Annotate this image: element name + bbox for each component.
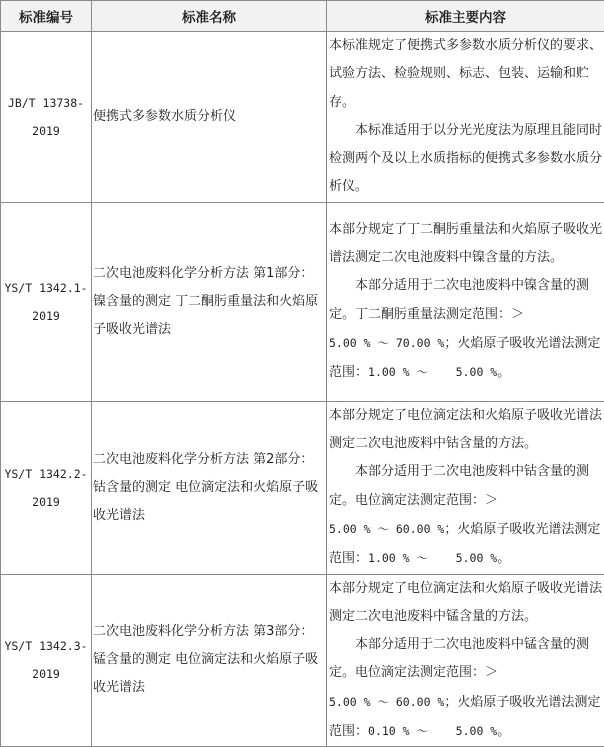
scope-text: 本部分适用于二次电池废料中锰含量的测定。电位滴定法测定范围：＞ xyxy=(329,637,589,680)
standard-name: 便携式多参数水质分析仪 xyxy=(92,32,327,203)
table-row xyxy=(1,202,604,401)
content-paragraph: 本标准适用于以分光光度法为原理且能同时检测两个及以上水质指标的便携式多参数水质分析仪。 xyxy=(329,117,603,202)
table-row xyxy=(1,401,604,574)
range-value: 5.00 % ～ 60.00 % xyxy=(329,522,444,536)
scope-text: ；火焰原子吸收光谱法测定范围： xyxy=(329,695,600,739)
standard-content xyxy=(327,401,604,574)
scope-text: 本部分适用于二次电池废料中钴含量的测定。电位滴定法测定范围：＞ xyxy=(329,464,589,507)
header-content: 标准主要内容 xyxy=(327,1,604,32)
content-paragraph: 本部分规定了丁二酮肟重量法和火焰原子吸收光谱法测定二次电池废料中镍含量的方法。 xyxy=(329,216,603,273)
range-value: 1.00 % ～ 5.00 % xyxy=(368,551,497,565)
standard-code: YS/T 1342.2- 2019 xyxy=(1,401,92,574)
table-row xyxy=(1,574,604,747)
content-paragraph xyxy=(329,458,603,573)
content-paragraph xyxy=(329,631,603,746)
standard-content xyxy=(327,32,604,203)
range-value: 1.00 % ～ 5.00 % xyxy=(368,365,497,379)
standard-content xyxy=(327,574,604,747)
header-name: 标准名称 xyxy=(92,1,327,32)
standard-code: YS/T 1342.3- 2019 xyxy=(1,574,92,747)
table-row xyxy=(1,32,604,203)
scope-text: 。 xyxy=(497,551,510,566)
scope-text: 。 xyxy=(497,724,510,739)
content-paragraph: 本标准规定了便携式多参数水质分析仪的要求、试验方法、检验规则、标志、包装、运输和贮存。 xyxy=(329,32,603,117)
content-paragraph: 本部分规定了电位滴定法和火焰原子吸收光谱法测定二次电池废料中钴含量的方法。 xyxy=(329,402,603,459)
standard-code: YS/T 1342.1- 2019 xyxy=(1,202,92,401)
standard-name: 二次电池废料化学分析方法 第1部分：镍含量的测定 丁二酮肟重量法和火焰原子吸收光谱法 xyxy=(92,202,327,401)
scope-text: ；火焰原子吸收光谱法测定范围： xyxy=(329,522,600,566)
standard-code: JB/T 13738- 2019 xyxy=(1,32,92,203)
range-value: 5.00 % ～ 70.00 % xyxy=(329,336,444,350)
standard-content xyxy=(327,202,604,401)
range-value: 0.10 % ～ 5.00 % xyxy=(368,724,497,738)
scope-text: 。 xyxy=(497,365,510,380)
content-paragraph xyxy=(329,272,603,387)
scope-text: 本部分适用于二次电池废料中镍含量的测定。丁二酮肟重量法测定范围：＞ xyxy=(329,278,589,321)
header-code: 标准编号 xyxy=(1,1,92,32)
header-row xyxy=(1,1,604,32)
standard-name: 二次电池废料化学分析方法 第2部分：钴含量的测定 电位滴定法和火焰原子吸收光谱法 xyxy=(92,401,327,574)
range-value: 5.00 % ～ 60.00 % xyxy=(329,695,444,709)
content-paragraph: 本部分规定了电位滴定法和火焰原子吸收光谱法测定二次电池废料中锰含量的方法。 xyxy=(329,575,603,632)
standard-name: 二次电池废料化学分析方法 第3部分：锰含量的测定 电位滴定法和火焰原子吸收光谱法 xyxy=(92,574,327,747)
scope-text: ；火焰原子吸收光谱法测定范围： xyxy=(329,336,600,380)
